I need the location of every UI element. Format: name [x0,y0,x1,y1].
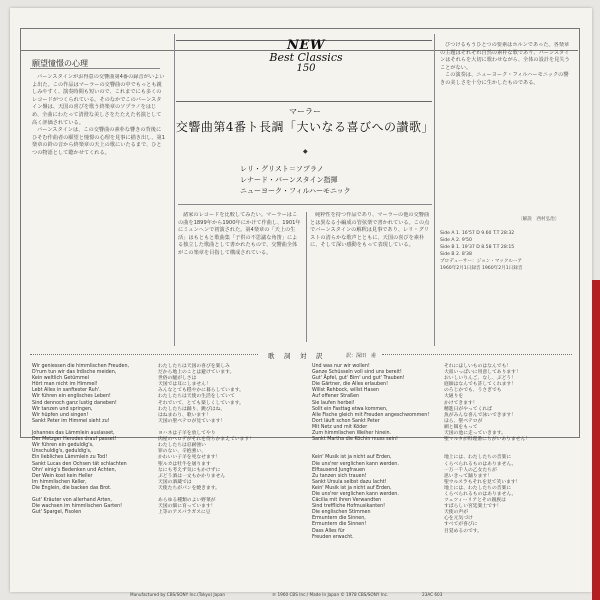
lyric-line: なにも考えず気にもかけずに [158,467,221,473]
german-lyrics-1 [32,364,129,516]
lyric-line: それにほしいものはなんでも！ [444,364,512,369]
lyric-line: Der Metzger Herodes drauf passet! [32,437,117,443]
column-divider [174,34,175,346]
recording-data [440,230,522,272]
lyric-line: Kein weltlich Getümmel [32,376,89,382]
header-bottom-rule [178,204,432,205]
recording-row: Side A 1. 16'57 D 9.60 T.T 28:32 [440,231,515,236]
lyric-line: Ohn' einig's Bedenken und Achten, [32,467,117,473]
lyric-line: ヨハネは子羊を放してやり [158,431,216,437]
logo-line: Best Classics [269,51,343,64]
lyric-line: Kein' Musik ist ja nicht auf Erden, [312,455,392,461]
right-notes-column [440,42,570,224]
lyrics-title-rule [382,354,572,356]
lyric-line: みんなとても穏やかに暮らしています。 [158,388,244,394]
lyric-line: Sie laufen herbei! [312,400,355,406]
lyric-line: 罪のない、辛抱強い、 [158,449,206,455]
lyric-line: Freuden erwacht. [312,534,354,540]
lyric-line: Gut' Spargel, Fisolen [32,510,82,516]
lyric-line: すばらしい宮廷楽士です！ [444,504,502,510]
lyric-line: Mit Netz und mit Köder [312,424,368,430]
catalog-number: 23AC 603 [422,592,443,597]
lyric-line: 一万一千人の乙女たちが [444,467,497,473]
lyric-line: Die Englein, die backen das Brot. [32,485,112,491]
lyric-line: あらゆる種類のよい野菜が [158,498,216,504]
lyric-line: 地上には、わたしたちの音楽に [444,455,512,461]
new-best-classics-logo [266,40,346,86]
lyric-line: Sind treffliche Hofmusikanten! [312,504,386,510]
lyric-line: 聖ウルスラもそれを見て笑います！ [444,479,521,485]
lyric-line: 網と餌をもって [444,424,478,430]
lyrics-title-rule [30,354,258,356]
logo-line: NEW [287,38,325,53]
column-divider [306,212,307,342]
lyric-line: くらべられるものはありません。 [444,491,517,497]
lyric-line: 天国の池に走っていきます。 [444,431,506,437]
lyric-line: Im himmlischen Keller, [32,479,87,485]
lyric-line: Gut' Kräuter von allerhand Arten, [32,498,112,504]
lyric-line: Sankt Martha die Köchin muss sein! [312,437,398,443]
lyric-line: 思いきって踊ります！ [444,473,492,479]
right-paragraph: びつけるもうひとつの要素はホルンであった。各楽章の主題はそれぞれ自然の素朴な歌であり、バーンスタインはそれらを大切に歌わせながら、全体の設計を見失うことがない。 [440,42,570,71]
lyric-line: Zu tanzen sich trauen! [312,473,367,479]
left-paragraph: バーンスタインがお得意の交響曲第4番の録音がいよいよ出た。この作品はマーラーの交響曲の中でもっとも親しみやすく、演奏時間も短いので、これまでにも多くのレコードがつくられている。そのなかでこのバーンスタイン盤は、天国の喜びを歌う終楽章のソプラノをはじめ、全曲にわたって清澄な美しさをたたえた名演として高く評価されている。 [32,74,165,126]
lyric-line: Die wachsen im himmlischen Garten! [32,504,123,510]
recording-row: 1960年2月1日録音 1960年2月1日録音 [440,266,523,271]
lyric-line: わたしたちは天使の生活をしていて [158,394,235,400]
lyric-line: 大皿いっぱいに用意してあります！ [444,370,521,376]
lyric-line: Dass Alles für [312,528,345,534]
lyric-line: それでいて、とても楽しくしています。 [158,400,244,406]
notes-author: 〔解説 西村弘治〕 [518,217,560,222]
japanese-lyrics-2 [444,364,530,535]
lyric-line: 庭師はなんでも許してくれます！ [444,382,516,388]
performer-line: ニューヨーク・フィルハーモニック [240,187,351,195]
lyrics-title: 歌 詞 対 訳 [268,352,324,360]
lyric-line: Wir tanzen und springen, [32,406,93,412]
right-paragraph: この演奏は、ニューヨーク・フィルハーモニックの響きの美しさを十分に生かしたものである。 [440,72,569,86]
lyric-line: 地上には、わたしたちの音楽に [444,485,512,491]
lyric-line: Die uns'rer verglichen kann werden. [312,491,399,497]
lyric-line: 天国の酒蔵では [158,479,192,485]
lyric-line: Die englischen Stimmen [312,510,371,516]
lyric-line: Sollt ein Fasttag etwa kommen, [312,406,388,412]
middle-notes-column-1 [178,212,302,342]
lyric-line: 大通りを [444,394,464,400]
lyric-line: 天使の声が [444,510,468,516]
japanese-lyrics-1 [158,364,254,516]
left-paragraph: バーンスタインは、この交響曲の素朴な響きの背後にひそむ作曲者の願望と憧憬の心理を見事に描き出し、第1楽章の鈴の音から終楽章の天上の歌にいたるまで、ひとつの物語として聴かせてくれる。 [32,127,165,156]
lyric-line: 天国の聖ペテロが見ています！ [158,418,226,424]
lyric-line: Gut' Äpfel, gut' Birn' und gut' Trauben! [312,376,405,382]
lyric-line: 心を元気づけ [444,516,473,522]
lyric-line: 世俗の騒がしさは [158,376,197,382]
recording-row: Side A 2. 9'50 [440,238,472,243]
lyric-line: 天国の畑に育っています！ [158,504,216,510]
lyric-line: Wir führen ein geduldig's, [32,443,94,449]
composer-name: マーラー [289,107,321,116]
lyric-line: Alle Fische gleich mit Freuden angeschwommen! [312,412,430,418]
lyric-line: わたしたちは天国の喜びを楽しみ [158,364,230,369]
work-title: 交響曲第4番ト長調「大いなる喜びへの讃歌」 [175,120,435,134]
lyric-line: ツェツィーリアとその親族は [444,498,506,504]
lyric-line: 上等のアスパラガスに豆 [158,510,211,516]
mid-paragraph: 純粋性を持つ作品であり、マーラーの他の交響曲とは異なる小編成の管弦楽で書かれている。この点でバーンスタインの解釈は見事であり、レリ・グリストの清らかな歌声とともに、天国の喜びを素朴に、そして深い感動をもって表現している。 [310,212,430,249]
manufacturer-credit: Manufactured by CBS/SONY Inc.(Tokyo) Japan [130,592,226,597]
heading-rule [30,68,160,69]
lyric-line: はねまわり、歌います！ [158,412,211,418]
jacket-edge [592,280,600,600]
lyric-line: Ermuntern die Sinnen, [312,516,366,522]
lyric-line: Ein liebliches Lämmlein zu Tod! [32,455,108,461]
lyric-line: Willst Rehbock, willst Hasen [312,388,379,394]
recording-row: プロデューサー：ジョン・マックルーア [440,259,522,264]
lyric-line: Ganze Schüsseln voll sind uns bereit! [312,370,402,376]
lyric-line: くらべられるものはありません。 [444,461,517,467]
recording-row: Side B 1. 19'37 D 8.58 T.T 28:15 [440,245,515,250]
performer-line: レリ・グリスト＝ソプラノ [240,165,324,173]
lyric-line: だから地上のことは避けています。 [158,370,235,376]
middle-notes-column-2 [310,212,430,342]
lyric-line: Die Gärtner, die Alles erlauben! [312,382,388,388]
lyric-line: Sankt Lucas den Ochsen tät schlachten [32,461,127,467]
performer-line: レナード・バーンスタイン指揮 [240,176,338,184]
german-lyrics-2 [312,364,429,541]
lyric-line: 目覚めるのです。 [444,528,482,534]
lyric-line: 精進日がやってくれば [444,406,492,412]
lyric-line: Johannes das Lämmlein auslasset, [32,431,115,437]
lyric-line: Sankt Ursula selbst dazu lacht! [312,479,387,485]
ornament-icon: ◆ [303,148,308,155]
lyric-line: 魚がみんな喜んで泳いできます！ [444,412,516,418]
column-divider [434,34,435,346]
lyric-line: すべてが喜びに [444,522,478,528]
lyric-line: 天使たちがパンを焼きます。 [158,485,220,491]
lyric-line: Ermuntern die Sinnen! [312,522,367,528]
lyric-line: D'rum tun wir das Irdische meiden, [32,370,117,376]
lyric-line: 聖ルカは牡牛を屠ります [158,461,211,467]
lyric-line: 天国では耳にしません！ [158,382,211,388]
lyric-line: わたしたちは忍耐強い [158,443,206,449]
lyric-line: ぶどう酒は一文もかかりません [158,473,226,479]
lyric-line: Lebt Alles in sanftester Ruh'. [32,388,101,394]
lyric-line: かわいい子羊を死なせます！ [158,455,221,461]
translator-credit: 訳：深田 甫 [346,353,377,359]
lyric-line: Wir geniessen die himmlischen Freuden, [32,364,130,369]
lyric-line: Wir hüpfen und singen! [32,412,89,418]
lyric-line: おいしいりんご、なし、ぶどう！ [444,376,516,382]
lyric-line: Sind dennoch ganz lustig daneben! [32,400,117,406]
lyric-line: 聖マルタが料理番にちがいありません！ [444,437,531,443]
lyric-line: Die uns'rer verglichen kann werden. [312,461,399,467]
left-heading: 願望憧憬の心理 [32,59,88,68]
lyric-line: Der Wein kost kein Heller [32,473,93,479]
lyric-line: Dort läuft schon Sankt Peter [312,418,380,424]
lyric-line: Zum himmlischen Weiher hinein. [312,431,392,437]
lyric-line: Wir führen ein englisches Leben! [32,394,111,400]
lyric-line: Cäcilia mit ihren Verwandten [312,498,382,504]
lyric-line: Hört man nicht im Himmel! [32,382,98,388]
lyric-line: 肉屋のヘロデがそれを待ちかまえています！ [158,437,254,443]
copyright-line: ℗ 1960 CBS Inc./ Made In Japan © 1978 CBS/SONY Inc. [272,592,389,597]
lyric-line: かけてきます！ [444,400,478,406]
logo-line: 150 [296,63,316,74]
lyric-line: Unschuldig's, geduldig's, [32,449,92,455]
lyric-line: わたしたちは踊り、跳びはね、 [158,406,226,412]
lyric-line: のろじかでも、うさぎでも [444,388,502,394]
left-notes-column [32,74,166,336]
lyric-line: Sankt Peter im Himmel sieht zu! [32,418,110,424]
lyric-line: Elftausend Jungfrauen [312,467,366,473]
lyric-line: ほら、聖ペテロが [444,418,483,424]
recording-row: Side B 2. 8'38 [440,252,472,257]
lyric-line: Auf offener Straßen [312,394,360,400]
liner-notes-sheet [10,8,592,597]
mid-paragraph: 諸家のレコードを比較してみたい。マーラーはこの曲を1899年から1900年にかけて作曲し、1901年にミュンヘンで初演された。第4楽章の「天上の生活」はもともと歌曲集「子供の不思議な角笛」による独立した歌曲として書かれたもので、交響曲全体がこの楽章を目指して構成されている。 [178,212,301,256]
lyric-line: Kein' Musik ist ja nicht auf Erden, [312,485,392,491]
lyric-line: Und was nur wir wollen! [312,364,370,369]
